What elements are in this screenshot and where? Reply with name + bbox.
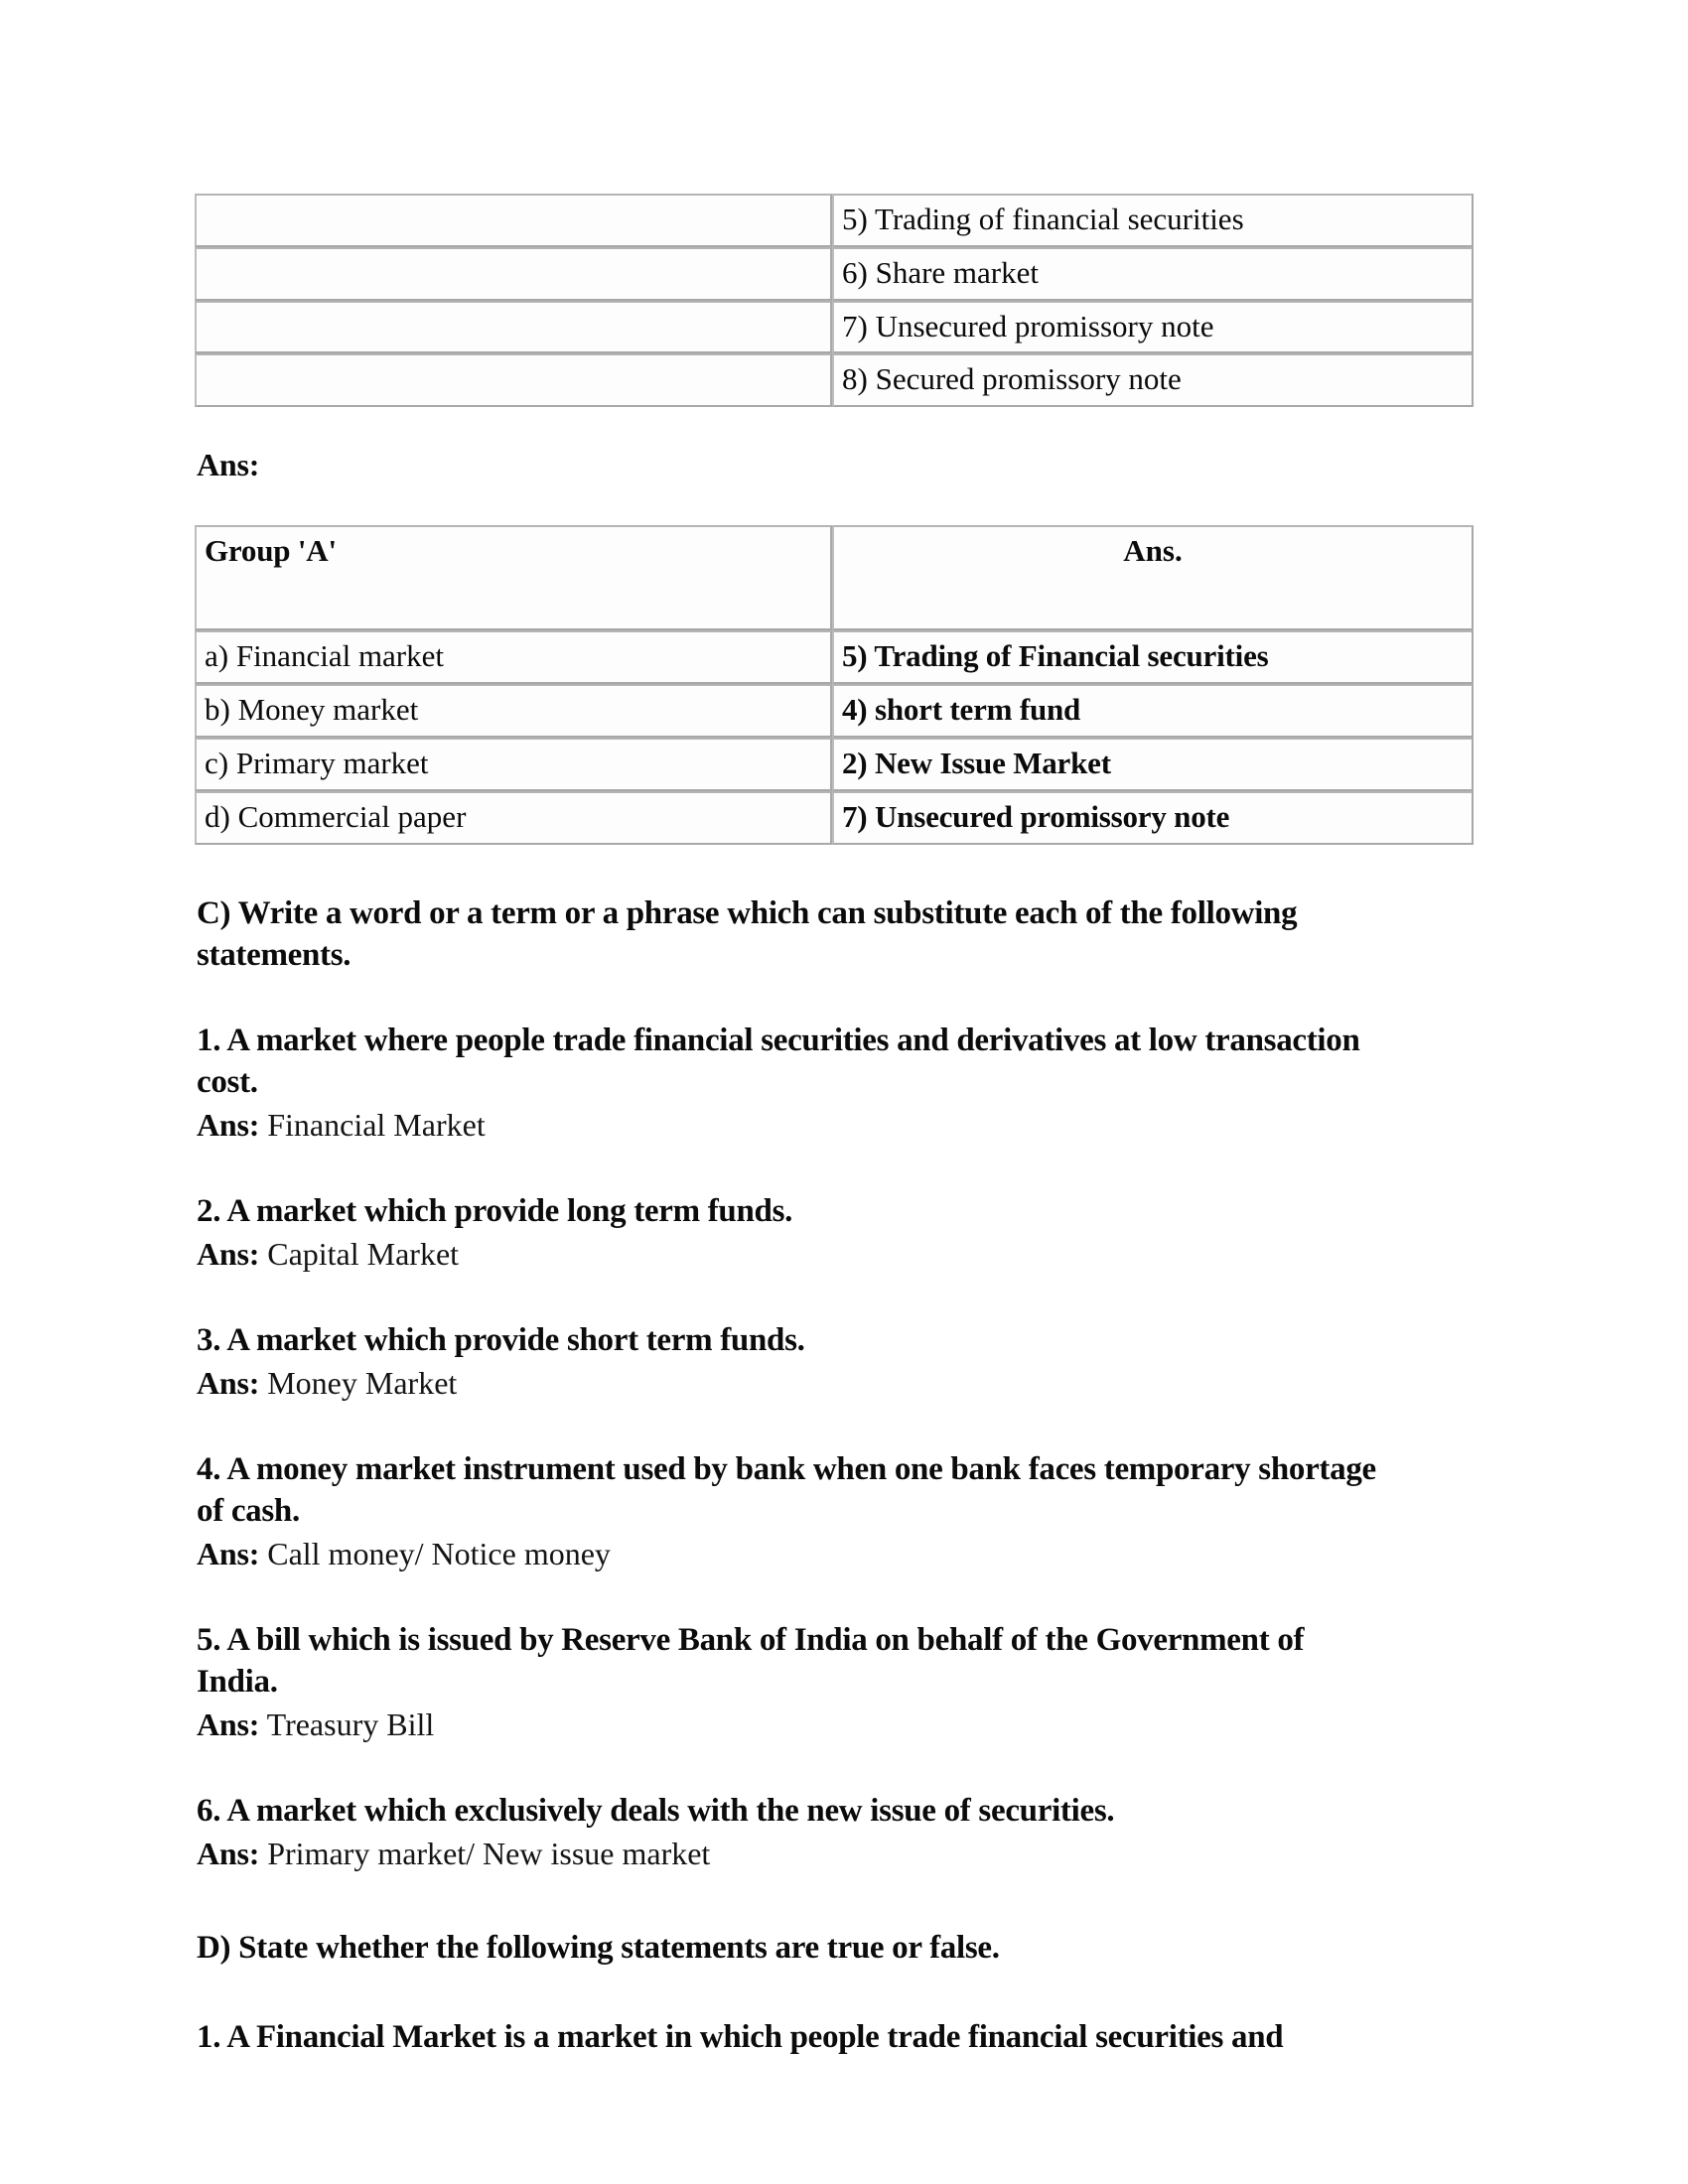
- match-cell-right-2: 2) New Issue Market: [832, 738, 1474, 791]
- answer-label-4: Ans:: [197, 1536, 260, 1572]
- answer-line-5: [197, 1705, 1388, 1746]
- options-cell-left-2: [195, 301, 832, 354]
- answer-match-table: [195, 525, 1474, 844]
- qa-item-6: [197, 1790, 1388, 1875]
- section-d-heading: D) State whether the following statements are true or false.: [197, 1929, 1000, 1966]
- answer-line-2: [197, 1234, 1388, 1276]
- table-row: [195, 301, 1474, 354]
- match-cell-left-0: a) Financial market: [195, 630, 832, 684]
- match-cell-right-1: 4) short term fund: [832, 684, 1474, 738]
- options-cell-left-0: [195, 194, 832, 247]
- section-c-heading: C) Write a word or a term or a phrase which can substitute each of the following statements.: [197, 894, 1298, 973]
- match-header-right: Ans.: [832, 525, 1474, 630]
- answer-label-2: Ans:: [197, 1236, 260, 1273]
- ans-lead-label: Ans:: [197, 447, 260, 483]
- answer-line-3: [197, 1363, 1388, 1405]
- match-cell-right-3: 7) Unsecured promissory note: [832, 791, 1474, 845]
- table-header-row: [195, 525, 1474, 630]
- question-text-5: 5. A bill which is issued by Reserve Bank of India on behalf of the Government of India.: [197, 1621, 1305, 1700]
- question-text-6: 6. A market which exclusively deals with the new issue of securities.: [197, 1792, 1115, 1829]
- answer-label-5: Ans:: [197, 1706, 260, 1743]
- group-a-label: Group 'A': [205, 533, 337, 569]
- qa-item-3: [197, 1319, 1388, 1405]
- table-row: [195, 684, 1474, 738]
- answer-line-4: [197, 1534, 1388, 1575]
- table-row: [195, 353, 1474, 407]
- question-text-2: 2. A market which provide long term funds.: [197, 1193, 793, 1230]
- qa-item-2: [197, 1190, 1388, 1276]
- answer-line-1: [197, 1105, 1388, 1147]
- qa-item-1: [197, 1020, 1388, 1147]
- table-row: [195, 630, 1474, 684]
- match-cell-left-2: c) Primary market: [195, 738, 832, 791]
- answer-value-2: Capital Market: [267, 1236, 460, 1273]
- match-header-left: [195, 525, 832, 630]
- qa-item-5: [197, 1619, 1388, 1746]
- table-row: [195, 194, 1474, 247]
- answer-line-6: [197, 1834, 1388, 1875]
- options-cell-right-1: 6) Share market: [832, 247, 1474, 301]
- options-cell-left-3: [195, 353, 832, 407]
- qa-item-4: [197, 1448, 1388, 1575]
- section-d-statement-1: 1. A Financial Market is a market in which people trade financial securities and: [197, 2018, 1284, 2055]
- options-table: [195, 194, 1474, 407]
- answer-label-1: Ans:: [197, 1107, 260, 1144]
- question-text-1: 1. A market where people trade financial securities and derivatives at low transaction cost.: [197, 1022, 1360, 1101]
- document-content: [195, 194, 1436, 2058]
- options-cell-right-0: 5) Trading of financial securities: [832, 194, 1474, 247]
- question-text-4: 4. A money market instrument used by bank when one bank faces temporary shortage of cash.: [197, 1450, 1376, 1529]
- answer-value-1: Financial Market: [267, 1107, 486, 1144]
- match-cell-left-3: d) Commercial paper: [195, 791, 832, 845]
- table-row: [195, 791, 1474, 845]
- match-cell-left-1: b) Money market: [195, 684, 832, 738]
- answer-value-5: Treasury Bill: [266, 1706, 435, 1743]
- answer-value-6: Primary market/ New issue market: [267, 1836, 711, 1872]
- table-row: [195, 247, 1474, 301]
- options-cell-left-1: [195, 247, 832, 301]
- answer-label-3: Ans:: [197, 1365, 260, 1402]
- answer-value-3: Money Market: [267, 1365, 458, 1402]
- answer-label-6: Ans:: [197, 1836, 260, 1872]
- answer-value-4: Call money/ Notice money: [267, 1536, 611, 1572]
- options-cell-right-2: 7) Unsecured promissory note: [832, 301, 1474, 354]
- match-cell-right-0: 5) Trading of Financial securities: [832, 630, 1474, 684]
- table-row: [195, 738, 1474, 791]
- options-cell-right-3: 8) Secured promissory note: [832, 353, 1474, 407]
- question-text-3: 3. A market which provide short term funds.: [197, 1321, 805, 1358]
